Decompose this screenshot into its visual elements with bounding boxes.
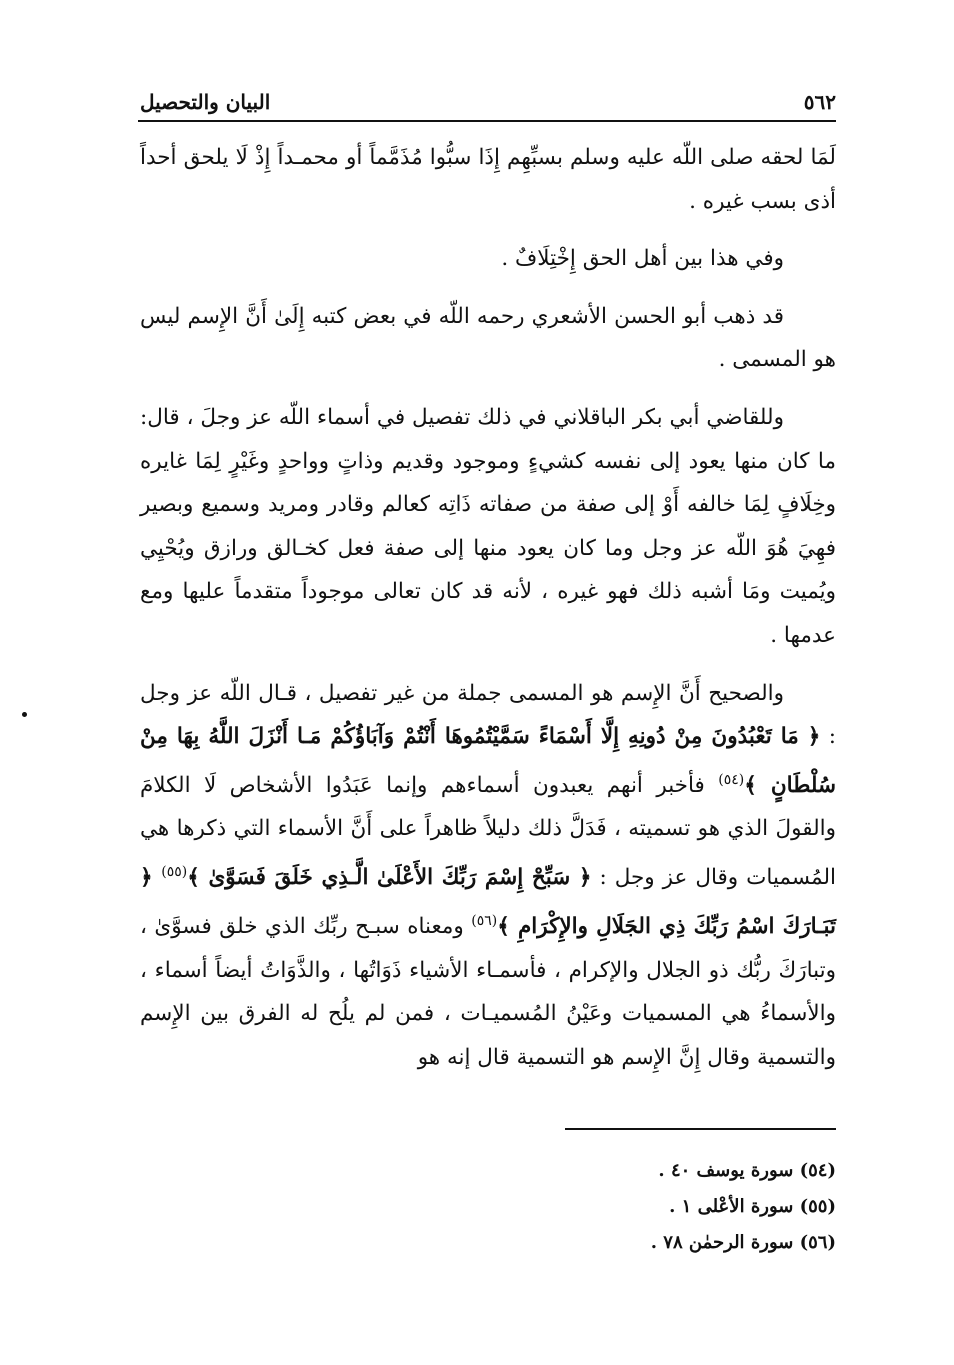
paragraph-4: وللقاضي أبي بكر الباقلاني في ذلك تفصيل في أسماء اللّه عز وجلَ ، قال: ما كان منها يعود إلى نفسه كشيءٍ وموجود وقديم وذاتٍ وواحدٍ وغَيْرٍ لِمَا غايره وخِلَافٍ لِمَا خالفه أَوْ إلى صفة من صفاته ذَاتِه كعالم وقادر ومريد وسميع وبصير فهِيَ هُوَ اللّه عز وجل وما كان يعود منها إلى صفة فعل كخـالق ورازق ويُحْيِي ويُميت ومَا أشبه ذلك فهو غيره ، لأنه قد كان تعالى موجوداً متقدماً عليها ومع عدمها . (140, 404, 836, 648)
paragraph-2: وفي هذا بين أهل الحق إِخْتِلَافٌ . (501, 246, 784, 272)
paragraph-1: لَمَا لحقه صلى اللّه عليه وسلم بسبِّهِم إِذَا سبُّوا مُذَمَّماً أو محمـداً إِذْ لَا يلحق أحداً أذى بسب غيره . (140, 145, 836, 214)
scan-speck (22, 712, 27, 717)
main-text (140, 136, 836, 1093)
page-number: ٥٦٢ (803, 90, 836, 114)
quran-verse-1: ﴿ مَا تَعْبُدُونَ مِنْ دُونِهِ إِلَّا أَسْمَاءً سَمَّيْتُمُوهَا أَنْتُمْ وَآبَاؤُكُمْ مَـا أَنْزَلَ اللَّهُ بِهَا مِنْ سُلْطَانٍ ﴾ (140, 724, 836, 798)
footnote-55: (٥٥) سورة الأعْلى ١ . (669, 1196, 836, 1217)
paragraph-5: والصحيح أَنَّ الإِسم هو المسمى جملة من غير تفصيل ، قـال اللّه عز وجل : ﴿ مَا تَعْبُدُونَ مِنْ دُونِهِ إِلَّا أَسْمَاءً سَمَّيْتُمُوهَا أَنْتُمْ وَآبَاؤُكُمْ مَـا أَنْزَلَ اللَّهُ بِهَا مِنْ سُلْطَانٍ ﴾$^{(٥٤)}$ فأخبر أنهم يعبدون أسماءهم وإنما عَبَدُوا الأشخاص لَا الكلامَ والقولَ الذي هو تسميته ، فَدَلَّ ذلك دليلاً ظاهراً على أَنَّ الأسماء التي ذكرها هي المُسميات وقال عز وجل : ﴿ سَبِّحْ إِسْمَ رَبِّكَ الأَعْلَىٰ الَّـذِي خَلَقَ فَسَوَّىٰ ﴾$^{(٥٥)}$ ﴿ تَبَـارَكَ اسْمُ رَبِّكَ ذِي الجَلَالِ والإِكْرَامِ ﴾$^{(٥٦)}$ ومعناه سبـح ربِّك الذي خلق فسوَّىٰ ، وتبارَكَ ربُّك ذو الجلال والإكرام ، فأسمـاء الأشياء ذَوَاتُها ، والذَّوَاتُ أيضاً أسماء ، والأسماءُ هي المسميات وعَيْنُ المُسميـات ، فمن لم يلُح له الفرق بين الإِسم والتسمية وقال إِنَّ الإِسم هو التسمية قال إنه هو (140, 680, 836, 1070)
footnote-ref-54: (٥٤) (718, 771, 745, 788)
header-divider (138, 120, 836, 122)
quran-verse-3: ﴿ تَبَـارَكَ اسْمُ رَبِّكَ ذِي الجَلَالِ والإِكْرَامِ ﴾ (140, 865, 836, 939)
footnotes (140, 1153, 836, 1261)
page-header (140, 74, 836, 114)
footnote-56: (٥٦) سورة الرحمٰن ٧٨ . (650, 1232, 836, 1253)
footnote-ref-55: (٥٥) (161, 864, 188, 881)
running-title: البيان والتحصيل (140, 90, 271, 114)
paragraph-3: قد ذهب أبو الحسن الأشعري رحمه اللّه في بعض كتبه إِلَىٰ أَنَّ الإِسم ليس هو المسمى . (140, 303, 836, 373)
quran-verse-2: ﴿ سَبِّحْ إِسْمَ رَبِّكَ الأَعْلَىٰ الَّـذِي خَلَقَ فَسَوَّىٰ ﴾ (187, 865, 592, 891)
footnote-ref-56: (٥٦) (471, 912, 498, 929)
footnote-divider (565, 1128, 836, 1130)
footnote-54: (٥٤) سورة يوسف ٤٠ . (658, 1160, 836, 1181)
